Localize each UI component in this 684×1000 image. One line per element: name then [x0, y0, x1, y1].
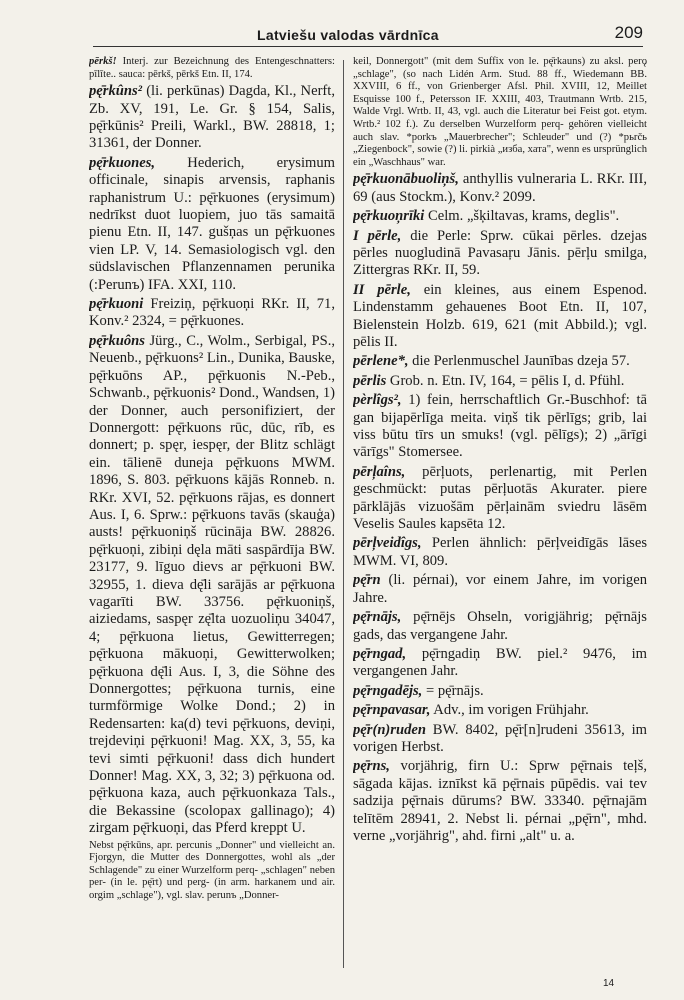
entry-text: die Perle: Sprw. cūkai pērles. dzejas pērles nuogludinā Pavasaŗu Jānis. pērļu smilga, Zittergras RKr. II, 59. [353, 227, 647, 279]
entry-headword: pę̄rn [353, 572, 381, 589]
dictionary-entry [353, 722, 647, 757]
entry-headword: pērkš! [89, 56, 117, 67]
dictionary-entry [89, 840, 335, 903]
printer-signature: 14 [603, 978, 615, 989]
dictionary-entry [353, 373, 647, 390]
dictionary-entry [353, 535, 647, 570]
entry-text: 1) fein, herrschaftlich Gr.-Buschhof: tā gan bijapērlīga meita. viņš tik pērlīgs; grib, lai viss būtu tīrs un smuks! (vgl. pēlīgs); 2) „ārīgi vārīgs" Stomersee. [353, 392, 647, 461]
entry-text: Freiziņ, pę̄rkuoņi RKr. II, 71, Konv.² 2324, = pę̄rkuones. [89, 296, 335, 330]
dictionary-entry [353, 208, 647, 225]
entry-text: anthyllis vulneraria L. RKr. III, 69 (aus Stockm.), Konv.² 2099. [353, 171, 647, 205]
right-column [353, 56, 647, 974]
entry-text: Celm. „šķiltavas, krams, deglis". [424, 208, 620, 225]
entry-text: Interj. zur Bezeichnung des Entengeschnatters: pīlīte.. sauca: pērkš, pērkš Etn. II, 174. [89, 56, 335, 80]
entry-headword: pę̄rkuôns [89, 332, 145, 349]
entry-text: (li. perkūnas) Dagda, Kl., Nerft, Zb. XV, 191, Le. Gr. § 154, Salis, pę̄rkūnis² Preili, Warkl., BW. 28818, 1; 31361, der Donner. [89, 83, 335, 152]
entry-text: = pę̄rnājs. [422, 682, 484, 699]
left-column [89, 56, 335, 974]
entry-headword: pērļaîns, [353, 463, 406, 480]
dictionary-entry [353, 683, 647, 700]
entry-text: pērļuots, perlenartig, mit Perlen geschmückt: putas pērļuotās Akurater. piere pārklājās vizuošām pērļainām sviedru lāsēm Veselis Saules kapsēta 12. [353, 463, 647, 533]
dictionary-entry [353, 609, 647, 644]
entry-text: Hederich, erysimum officinale, sinapis arvensis, raphanis raphanistrum U.: pę̄rkuones (erysimum) nedrīkst duot luopiem, juo tās samaitā pienu Etn. II, 147. gušņas un pę̄rkuones vien LP. V, 14. Semasiologisch vgl. den südslavischen Pflanzennamen perunika (:Perunъ) IFA. XXI, 110. [89, 154, 335, 293]
dictionary-entry [353, 758, 647, 845]
dictionary-entry [353, 282, 647, 352]
entry-headword: II pērle, [353, 281, 411, 298]
entry-text: BW. 8402, pę̄r[n]rudeni 35613, im vorigen Herbst. [353, 721, 647, 755]
entry-text: die Perlenmuschel Jaunības dzeja 57. [408, 353, 630, 370]
entry-text: pę̄rngadiņ BW. piel.² 9476, im vergangenen Jahr. [353, 645, 647, 680]
entry-text: ein kleines, aus einem Espenod. Lindenstamm gehauenes Boot Etn. II, 107, Bielenstein Holzb. 619, 621 (mit Abbild.); vgl. pēlis II. [353, 281, 647, 350]
entry-headword: pę̄rngad, [353, 645, 407, 662]
entry-headword: pę̄rnājs, [353, 609, 402, 626]
entry-headword: pērlene*, [353, 353, 409, 370]
entry-headword: pę̄rkuoņrīki [353, 208, 425, 225]
entry-headword: pę̄r(n)ruden [353, 721, 426, 738]
header-title: Latviešu valodas vārdnīca [257, 27, 439, 43]
entry-text: Adv., im vorigen Frühjahr. [430, 702, 589, 719]
dictionary-entry [353, 702, 647, 719]
entry-text: (li. pérnai), vor einem Jahre, im vorigen Jahre. [353, 572, 647, 606]
dictionary-entry [353, 464, 647, 534]
entry-headword: pērļveidîgs, [353, 535, 422, 552]
entry-text: Perlen ähnlich: pērļveidīgās lāses MWM. VI, 809. [353, 535, 647, 569]
dictionary-entry [353, 228, 647, 280]
entry-headword: pę̄rngadējs, [353, 682, 423, 699]
entry-text: Jürg., C., Wolm., Serbigal, PS., Neuenb., pę̄rkuons² Lin., Dunika, Bauske, pę̄rkuōns AP., pę̄rkuonis N.-Peb., Schwanb., pę̄rkuonis² Dond., Wandsen, 1) der Donner, auch personifiziert, der Donnergott: pę̄rkuons rūc, dūc, rīb, es donnert; p. spęr, iespęr, der Blitz schlägt ein. tālienē duneja pę̄rkuons MWM. 1896, S. 803. pę̄rkuons kājās Ronneb. n. RKr. XVI, 52. pę̄rkuons rājas, es donnert Aus. I, 6. Sprw.: pę̄rkuons tavās (skauģa) austs! pę̄rkuoniņš rūcināja BW. 28826. pę̄rkuoņi, zibiņi dęla māti saspārdīja BW. 23177, 9. līguo dievs ar pę̄rkuoni BW. 32955, 1. dieva dę̄li sarājās ar pę̄rkuona vagarīti BW. 33756. pę̄rkuoniņš, aiziedams, saspęr zę̄lta uozuoliņu 34047, 4; pę̄rkuona lietus, Gewitterregen; pę̄rkuona mākuoņi, Gewitterwolken; pę̄rkuona dę̄li Aus. I, 3, die Söhne des Donnergottes; pę̄rkuona turnis, eine turmförmige Wolke Dond.; 2) in Redensarten: ka(d) tevi pę̄rkuons, deviņi, trejdeviņi pę̄rkuoni! Mag. XX, 3, 55, ka tevi simti pę̄rkuoni! dass dich hundert Donner! Mag. XX, 3, 32; 3) pę̄rkuona od. pę̄rkuona kaza, auch pę̄rkuonkaza Tals., die Bekassine (scolopax gallinago); 4) zirgam pę̄rkuoņi, das Pferd kreppt U. [89, 332, 335, 837]
entry-headword: pę̄rkuones, [89, 154, 156, 171]
entry-headword: pę̄rnpavasar, [353, 702, 431, 719]
dictionary-entry [89, 333, 335, 838]
entry-headword: pę̄rkuonābuoliņš, [353, 171, 459, 188]
dictionary-entry [353, 392, 647, 462]
entry-text: Nebst pę̄rkūns, apr. percunis „Donner" und vielleicht an. Fjorgyn, die Mutter des Donnergottes, wohl als „der Schlagende" zu einer Wurzelform perq- „schlagen" neben per- (in le. pę̄rt) und perg- (in arm. harkanem und air. orgim „schlage"), vgl. slav. perunъ „Donner- [89, 839, 335, 902]
page-number: 209 [614, 23, 643, 42]
dictionary-entry [89, 83, 335, 153]
dictionary-entry [89, 56, 335, 81]
dictionary-entry [353, 572, 647, 607]
entry-headword: pę̄rkûns² [89, 83, 143, 100]
dictionary-entry [353, 646, 647, 681]
running-header [93, 22, 643, 47]
entry-text: Grob. n. Etn. IV, 164, = pēlis I, d. Pfühl. [386, 372, 625, 389]
dictionary-entry [89, 155, 335, 294]
dictionary-entry [89, 296, 335, 331]
dictionary-entry [353, 353, 647, 370]
entry-headword: pę̄rns, [353, 758, 390, 775]
dictionary-entry [353, 171, 647, 206]
entry-text: pę̄rnējs Ohseln, vorigjährig; pę̄rnājs gads, das vergangene Jahr. [353, 609, 647, 643]
entry-text: keil, Donnergott" (mit dem Suffix von le. pę̄rkauns) zu aksl. perǫ „schlage", (so nach Lidén Arm. Stud. 88 ff., Wiedemann BB. XXVIII, 6 ff., von Grienberger Afsl. Phil. XVIII, 12, Meillet Esquisse 100 f., Petersson IF. XXIII, 403, Trautmann Wrtb. 215, Walde Vrgl. Wrtb. II, 43, vgl. auch die Literatur bei Feist got. etym. Wrtb.² 102 f.). Zu derselben Wurzelform perq- gehören vielleicht auch slav. *porkъ „Mauerbrecher"; Schleuder" und (?) *pьrčь „Ziegenbock", sowie (?) li. pirkià „изба, хата", wenn es ursprünglich ein „Waschhaus" war. [353, 56, 647, 168]
entry-headword: I pērle, [353, 227, 402, 244]
entry-headword: pę̄rkuoni [89, 296, 144, 313]
entry-headword: pèrlîgs², [353, 392, 402, 409]
dictionary-entry [353, 56, 647, 169]
entry-headword: pērlis [353, 372, 387, 389]
entry-text: vorjährig, firn U.: Sprw pę̄rnais teļš, sāgada kājas. iznīkst kā pę̄rnais pūpēdis. vai tev sadzija pę̄rnais dūrums? BW. 33340. pę̄rnajām telītēm 28941, 2. Nebst li. pérnai „pę̄rn", mhd. verne „vorjährig", ahd. firni „alt" u. a. [353, 758, 647, 844]
column-divider [343, 60, 344, 968]
